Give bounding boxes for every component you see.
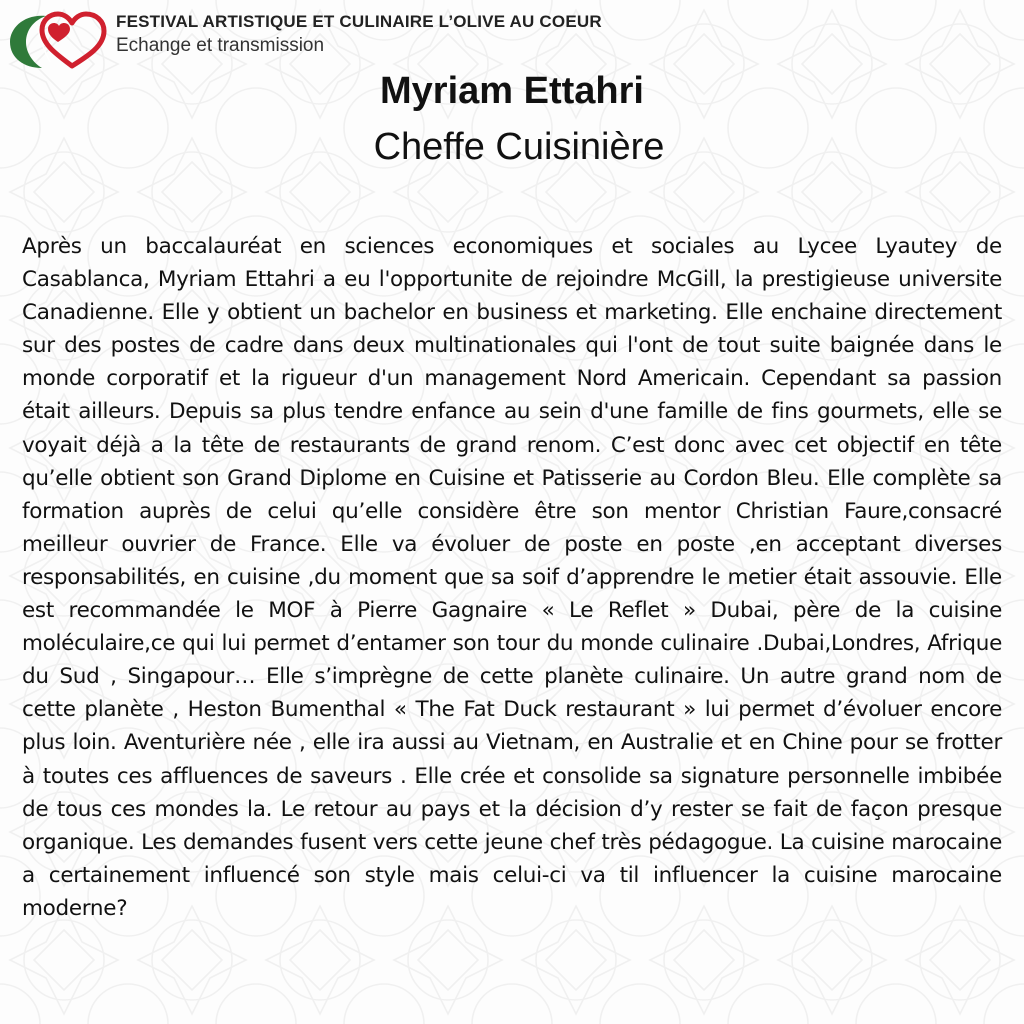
profile-name: Myriam Ettahri [380,70,644,112]
olive-heart-logo [6,8,110,72]
festival-header [116,12,602,57]
olive-heart-logo-icon [6,8,110,72]
festival-tagline: Echange et transmission [116,35,325,56]
profile-role: Cheffe Cuisinière [373,126,665,168]
biography-text: Après un baccalauréat en sciences economiques et sociales au Lycee Lyautey de Casablanca, Myriam Ettahri a eu l'opportunite de rejoindre McGill, la prestigieuse universite Canadienne. Elle y obtient un bachelor en business et marketing. Elle enchaine directement sur des postes de cadre dans deux multinationales qui l'ont de tout suite baignée dans le monde corporatif et la rigueur d'un management Nord Americain. Cependant sa passion était ailleurs. Depuis sa plus tendre enfance au sein d'une famille de fins gourmets, elle se voyait déjà a la tête de restaurants de grand renom. C’est donc avec cet objectif en tête qu’elle obtient son Grand Diplome en Cuisine et Patisserie au Cordon Bleu. Elle complète sa formation auprès de celui qu’elle considère être son mentor Christian Faure,consacré meilleur ouvrier de France. Elle va évoluer de poste en poste ,en acceptant diverses responsabilités, en cuisine ,du moment que sa soif d’apprendre le metier était assouvie. Elle est recommandée le MOF à Pierre Gagnaire « Le Reflet » Dubai, père de la cuisine moléculaire,ce qui lui permet d’entamer son tour du monde culinaire .Dubai,Londres, Afrique du Sud , Singapour… Elle s’imprègne de cette planète culinaire. Un autre grand nom de cette planète , Heston Bumenthal « The Fat Duck restaurant » lui permet d’évoluer encore plus loin. Aventurière née , elle ira aussi au Vietnam, en Australie et en Chine pour se frotter à toutes ces affluences de saveurs . Elle crée et consolide sa signature personnelle imbibée de tous ces mondes la. Le retour au pays et la décision d’y rester se fait de façon presque organique. Les demandes fusent vers cette jeune chef très pédagogue. La cuisine marocaine a certainement influencé son style mais celui-ci va til influencer la cuisine marocaine moderne? [22,234,1002,921]
festival-name: FESTIVAL ARTISTIQUE ET CULINAIRE L’OLIVE AU COEUR [116,12,602,31]
